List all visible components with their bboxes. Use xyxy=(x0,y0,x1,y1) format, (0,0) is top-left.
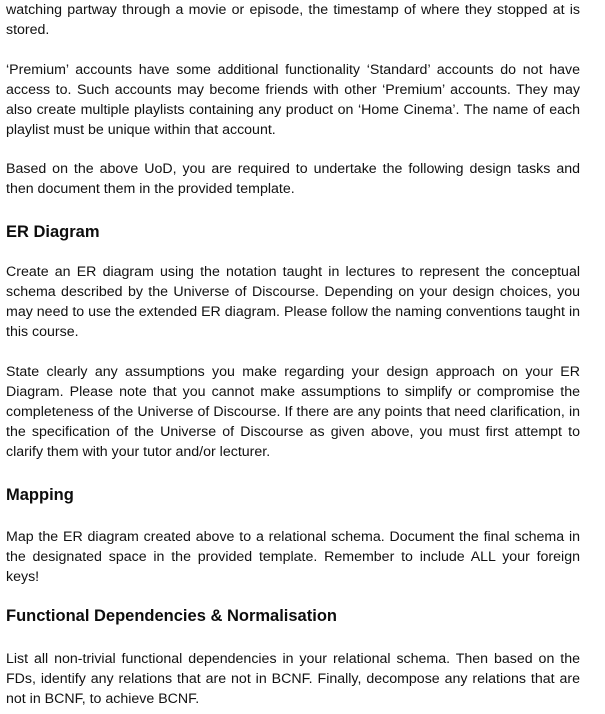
er-assumptions-paragraph: State clearly any assumptions you make regarding your design approach on your ER Diagram. Please note that you cannot make assumptions to simplify or compromise the completeness of the Universe of Discourse. If there are any points that need clarification, in the specification of the Universe of Discourse as given above, you must first attempt to clarify them with your tutor and/or lecturer. xyxy=(6,364,580,460)
er-diagram-heading: ER Diagram xyxy=(6,223,100,241)
functional-dependencies-heading: Functional Dependencies & Normalisation xyxy=(6,607,337,625)
functional-dependencies-paragraph: List all non-trivial functional dependencies in your relational schema. Then based on the FDs, identify any relations that are not in BCNF. Finally, decompose any relations that are not in BCNF, to achieve BCNF. xyxy=(6,651,580,707)
premium-accounts-paragraph: ‘Premium’ accounts have some additional functionality ‘Standard’ accounts do not have access to. Such accounts may become friends with other ‘Premium’ accounts. They may also create multiple playlists containing any product on ‘Home Cinema’. The name of each playlist must be unique within that account. xyxy=(6,62,580,138)
mapping-heading: Mapping xyxy=(6,486,74,504)
design-tasks-paragraph: Based on the above UoD, you are required to undertake the following design tasks and then document them in the provided template. xyxy=(6,161,580,197)
intro-tail-paragraph: watching partway through a movie or episode, the timestamp of where they stopped at is stored. xyxy=(6,2,580,38)
er-diagram-instructions-paragraph: Create an ER diagram using the notation taught in lectures to represent the conceptual schema described by the Universe of Discourse. Depending on your design choices, you may need to use the extended ER diagram. Please follow the naming conventions taught in this course. xyxy=(6,264,580,340)
mapping-paragraph: Map the ER diagram created above to a relational schema. Document the final schema in the designated space in the provided template. Remember to include ALL your foreign keys! xyxy=(6,529,580,585)
